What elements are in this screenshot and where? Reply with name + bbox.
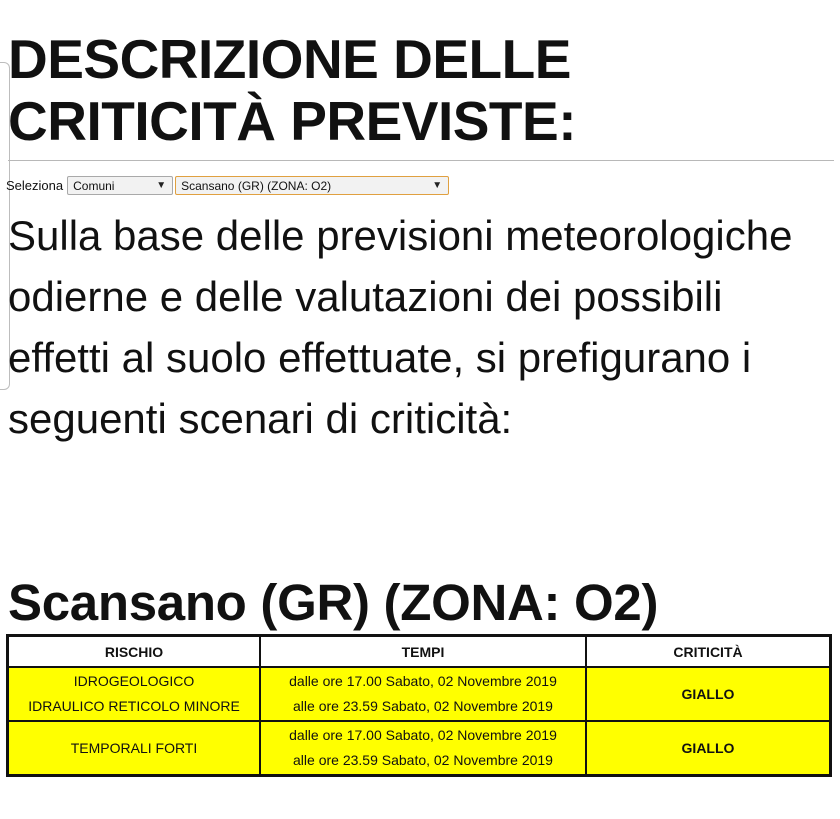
time-to: alle ore 23.59 Sabato, 02 Novembre 2019 [293, 752, 553, 768]
chevron-down-icon: ▼ [432, 180, 443, 191]
times-cell [260, 721, 586, 776]
title-divider [8, 160, 834, 161]
time-from: dalle ore 17.00 Sabato, 02 Novembre 2019 [289, 673, 557, 689]
municipality-value: Scansano (GR) (ZONA: O2) [181, 178, 332, 193]
time-to: alle ore 23.59 Sabato, 02 Novembre 2019 [293, 698, 553, 714]
area-type-select[interactable] [67, 176, 173, 195]
risk-cell [8, 667, 261, 721]
risk-name: IDRAULICO RETICOLO MINORE [28, 698, 240, 714]
time-from: dalle ore 17.00 Sabato, 02 Novembre 2019 [289, 727, 557, 743]
column-header-risk: RISCHIO [8, 636, 261, 668]
risk-name: TEMPORALI FORTI [70, 739, 198, 756]
criticality-level: GIALLO [586, 667, 831, 721]
page-title: DESCRIZIONE DELLE CRITICITÀ PREVISTE: [8, 28, 577, 152]
table-header-row [8, 636, 831, 668]
column-header-criticality: CRITICITÀ [586, 636, 831, 668]
selector-row [6, 175, 449, 196]
times-cell [260, 667, 586, 721]
criticality-level: GIALLO [586, 721, 831, 776]
municipality-title: Scansano (GR) (ZONA: O2) [8, 574, 659, 631]
criticality-table [6, 634, 832, 777]
intro-text: Sulla base delle previsioni meteorologiche odierne e delle valutazioni dei possibili effetti al suolo effettuate, si prefigurano i seguenti scenari di criticità: [8, 212, 793, 442]
risk-name: IDROGEOLOGICO [73, 673, 195, 689]
column-header-times: TEMPI [260, 636, 586, 668]
area-type-value: Comuni [73, 178, 115, 193]
table-row [8, 721, 831, 776]
municipality-select[interactable] [175, 176, 449, 195]
chevron-down-icon: ▼ [156, 180, 167, 191]
select-label: Seleziona [6, 178, 64, 193]
table-row [8, 667, 831, 721]
risk-cell [8, 721, 261, 776]
